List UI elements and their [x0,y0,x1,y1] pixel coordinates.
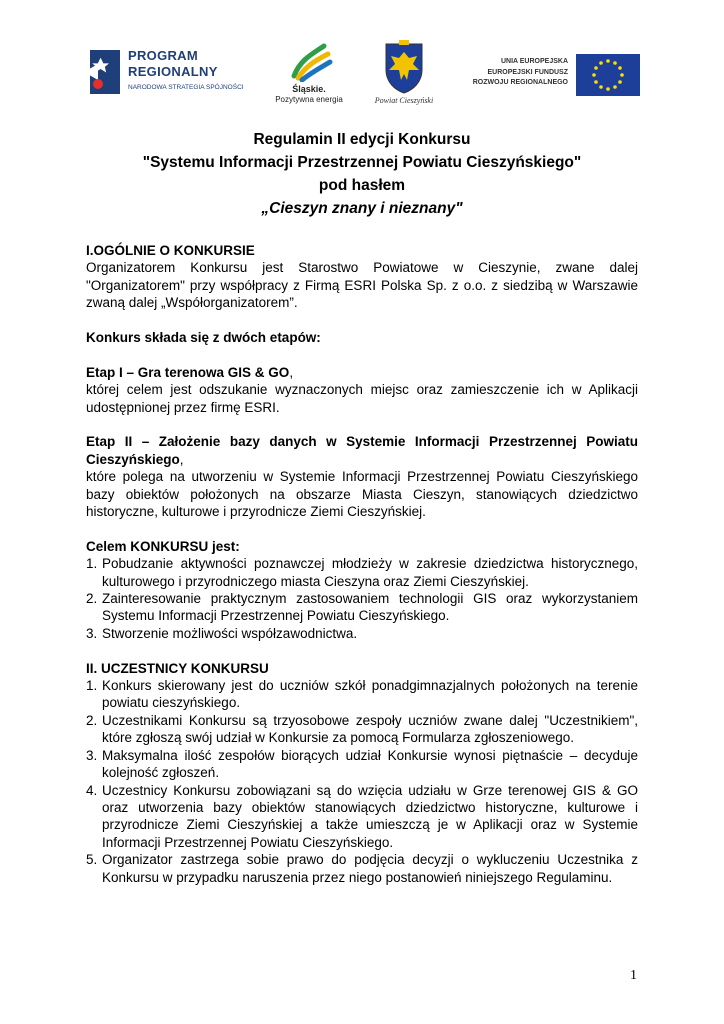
section1-heading: I.OGÓLNIE O KONKURSIE [86,243,255,258]
program-line1: PROGRAM [128,48,198,63]
list-number: 3. [86,747,98,763]
stage1-text: której celem jest odszukanie wyznaczonych miejsc oraz zamieszczenie ich w Aplikacji udostępnionej przez firmę ESRI. [86,382,638,415]
document-body [86,128,638,886]
list-item [86,555,638,590]
ue-line3: ROZWOJU REGIONALNEGO [472,79,568,86]
powiat-cieszynski-logo [369,40,439,108]
title-line3: pod hasłem [318,177,406,194]
list-text: Uczestnikami Konkursu są trzyosobowe zespoły uczniów zwane dalej "Uczestnikiem", które zgłoszą swój udział w Konkursie za pomocą Formularza zgłoszeniowego. [102,712,638,746]
unia-europejska-logo [464,54,640,98]
program-regionalny-emblem-icon [84,44,124,100]
title-line2: "Systemu Informacji Przestrzennej Powiatu Cieszyńskiego" [142,154,582,171]
list-number: 5. [86,852,98,868]
list-number: 1. [86,678,98,694]
slaskie-line2: Pozytywna energia [275,95,343,104]
section1-paragraph: Organizatorem Konkursu jest Starostwo Powiatowe w Cieszynie, zwane dalej "Organizatorem" przy współpracy z Firmą ESRI Polska Sp. z o.o. z siedzibą w Warszawie zwaną dalej „Współorganizatorem”. [86,260,638,311]
program-regionalny-logo [84,44,254,102]
stage1-comma: , [289,364,294,380]
eagle-coat-of-arms-icon [369,40,439,94]
eu-flag-icon [576,54,640,96]
list-item [86,590,638,625]
list-text: Pobudzanie aktywności poznawczej młodzieży w zakresie dziedzictwa historycznego, kulturowego i przyrodniczego miasta Cieszyna oraz Ziemi Cieszyńskiej. [102,556,638,589]
program-line2: REGIONALNY [128,64,218,79]
ue-line2: EUROPEJSKI FUNDUSZ [487,69,568,76]
slaskie-logo [264,40,354,108]
stages-heading: Konkurs składa się z dwóch etapów: [86,330,321,346]
section2-heading: II. UCZESTNICY KONKURSU [86,660,269,676]
stage2-heading [86,433,638,468]
list-text: Maksymalna ilość zespołów biorących udział Konkursie wynosi piętnaście – decyduje kolejność zgłoszeń. [102,747,638,781]
ue-line1: UNIA EUROPEJSKA [500,58,568,65]
goal-list [86,555,638,642]
goal-heading: Celem KONKURSU jest: [86,538,240,554]
participants-list [86,677,638,886]
list-text: Uczestnicy Konkursu zobowiązani są do wzięcia udziału w Grze terenowej GIS & GO oraz utworzenia bazy obiektów stanowiących dziedzictwo historyczne, kulturowe i przyrodnicze Ziemi Cieszyńskiej a także umieszczą je w Aplikacji oraz w Systemie Informacji Przestrzennej Powiatu Cieszyńskiego. [102,782,638,850]
powiat-line1: Powiat Cieszyński [374,96,434,105]
list-item [86,677,638,712]
list-number: 3. [86,625,98,641]
title-line4: „Cieszyn znany i nieznany" [261,200,463,217]
document-title [86,128,638,220]
list-item [86,712,638,747]
stage2-comma: , [179,451,184,467]
list-item [86,625,638,642]
list-text: Organizator zastrzega sobie prawo do podjęcia decyzji o wykluczeniu Uczestnika z Konkursu w przypadku naruszenia przez niego postanowień niniejszego Regulaminu. [102,852,638,885]
list-number: 4. [86,782,98,798]
list-text: Stworzenie możliwości współzawodnictwa. [102,625,358,641]
slaskie-line1: Śląskie. [292,84,326,94]
slaskie-waves-icon [264,40,354,82]
program-line3: NARODOWA STRATEGIA SPÓJNOŚCI [128,84,244,91]
list-item [86,747,638,782]
header-logos [84,40,640,108]
stage2-text: które polega na utworzeniu w Systemie Informacji Przestrzennej Powiatu Cieszyńskiego bazy obiektów położonych na obszarze Miasta Cieszyn, stanowiących dziedzictwo historyczne, kulturowe i przyrodnicze Ziemi Cieszyńskiej. [86,469,638,520]
page-number: 1 [630,968,637,983]
stage1-title: Etap I – Gra terenowa GIS & GO [86,364,290,380]
title-line1: Regulamin II edycji Konkursu [253,131,471,148]
stage1-heading [86,364,638,381]
list-text: Zainteresowanie praktycznym zastosowaniem technologii GIS oraz wykorzystaniem Systemu Informacji Przestrzennej Powiatu Cieszyńskiego. [102,591,638,624]
list-text: Konkurs skierowany jest do uczniów szkół ponadgimnazjalnych położonych na terenie powiatu cieszyńskiego. [102,678,638,711]
stage2-title: Etap II – Założenie bazy danych w Systemie Informacji Przestrzennej Powiatu Cieszyńskiego [86,434,638,467]
list-item [86,851,638,886]
list-number: 2. [86,591,98,607]
list-number: 1. [86,556,98,572]
list-item [86,782,638,852]
list-number: 2. [86,712,98,728]
